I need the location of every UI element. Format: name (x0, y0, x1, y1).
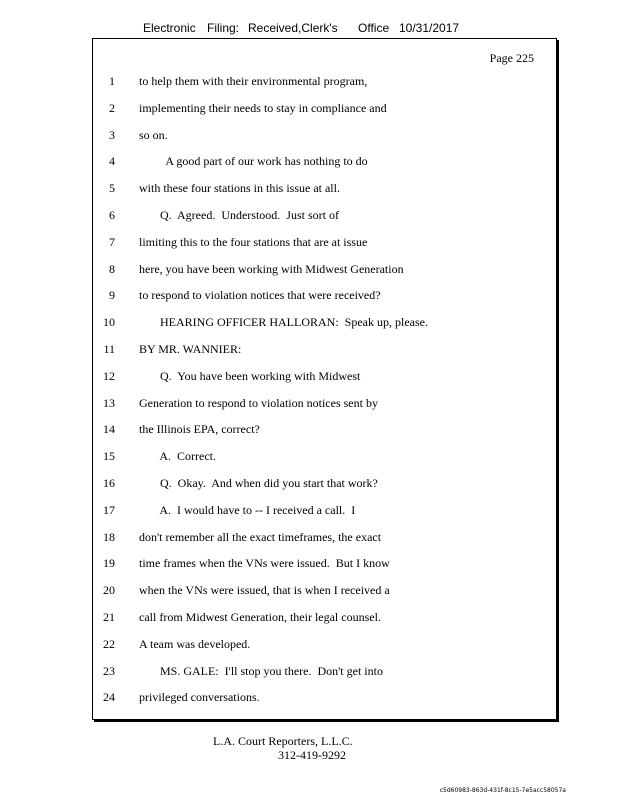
line-text: the Illinois EPA, correct? (139, 422, 260, 437)
transcript-line (93, 390, 558, 416)
transcript-line (93, 122, 558, 148)
line-text: privileged conversations. (139, 690, 260, 705)
line-number: 10 (103, 315, 115, 330)
header-date: 10/31/2017 (399, 21, 460, 35)
line-number: 6 (109, 208, 115, 222)
transcript-line (93, 550, 558, 576)
line-number: 22 (103, 636, 115, 651)
header-received-clerks: Received,Clerk's (248, 21, 338, 35)
line-number: 1 (109, 74, 115, 88)
line-number: 8 (109, 261, 115, 276)
header-electronic: Electronic (143, 21, 196, 35)
transcript-line (93, 416, 558, 442)
line-text: A. Correct. (139, 449, 216, 464)
transcript-line (93, 524, 558, 550)
line-text: A team was developed. (139, 636, 251, 651)
line-text: BY MR. WANNIER: (139, 342, 242, 356)
line-number: 15 (103, 449, 115, 464)
header-filing: Filing: (207, 21, 240, 35)
line-text: MS. GALE: I'll stop you there. Don't get into (139, 663, 383, 678)
transcript-line (93, 470, 558, 496)
transcript-line (93, 95, 558, 121)
transcript-line (93, 577, 558, 603)
line-text: Generation to respond to violation notices sent by (139, 395, 378, 410)
transcript-line (93, 229, 558, 255)
line-text: Q. You have been working with Midwest (139, 368, 361, 383)
line-number: 23 (103, 663, 115, 678)
line-number: 12 (103, 368, 115, 383)
page-number: Page 225 (489, 51, 534, 65)
line-text: to respond to violation notices that were received? (139, 288, 381, 303)
transcript-line (93, 363, 558, 389)
line-number: 2 (109, 100, 115, 115)
transcript-page (92, 38, 557, 720)
footer-phone: 312-419-9292 (278, 748, 346, 762)
line-text: limiting this to the four stations that are at issue (139, 234, 368, 249)
line-number: 19 (103, 556, 115, 571)
line-number: 20 (103, 583, 115, 598)
line-text: when the VNs were issued, that is when I received a (139, 583, 390, 598)
line-text: to help them with their environmental program, (139, 74, 368, 88)
footer-firm-name: L.A. Court Reporters, L.L.C. (213, 734, 353, 748)
transcript-line (93, 282, 558, 308)
document-id: c5d60983-863d-431f-8c15-7e5acc58057a (439, 787, 566, 794)
line-number: 16 (103, 476, 115, 490)
line-text: A good part of our work has nothing to do (139, 154, 368, 169)
line-text: with these four stations in this issue at all. (139, 181, 340, 196)
line-number: 11 (103, 342, 115, 356)
transcript-line (93, 68, 558, 94)
transcript-line (93, 631, 558, 657)
transcript-line (93, 148, 558, 174)
line-text: so on. (139, 127, 168, 142)
line-text: call from Midwest Generation, their legal counsel. (139, 610, 381, 624)
line-text: don't remember all the exact timeframes, the exact (139, 529, 382, 544)
transcript-line (93, 658, 558, 684)
line-number: 21 (103, 610, 115, 624)
transcript-line (93, 175, 558, 201)
line-text: Q. Okay. And when did you start that work? (139, 476, 378, 490)
line-number: 18 (103, 529, 115, 544)
line-text: time frames when the VNs were issued. But I know (139, 556, 390, 571)
transcript-line (93, 443, 558, 469)
transcript-line (93, 336, 558, 362)
filing-header (0, 18, 618, 38)
transcript-line (93, 684, 558, 710)
transcript-line (93, 497, 558, 523)
line-text: implementing their needs to stay in compliance and (139, 100, 387, 115)
transcript-line (93, 202, 558, 228)
line-number: 4 (109, 154, 115, 169)
transcript-line (93, 309, 558, 335)
line-number: 14 (103, 422, 115, 437)
line-number: 17 (103, 502, 115, 517)
transcript-line (93, 604, 558, 630)
line-text: A. I would have to -- I received a call. I (139, 502, 356, 517)
line-text: Q. Agreed. Understood. Just sort of (139, 208, 339, 222)
header-office: Office (358, 21, 390, 35)
line-number: 3 (109, 127, 115, 142)
line-number: 13 (103, 395, 115, 410)
transcript-line (93, 256, 558, 282)
line-text: here, you have been working with Midwest Generation (139, 261, 404, 276)
line-number: 7 (109, 234, 115, 249)
line-text: HEARING OFFICER HALLORAN: Speak up, please. (139, 315, 428, 330)
line-number: 9 (109, 288, 115, 303)
line-number: 24 (103, 690, 115, 705)
line-number: 5 (109, 181, 115, 196)
